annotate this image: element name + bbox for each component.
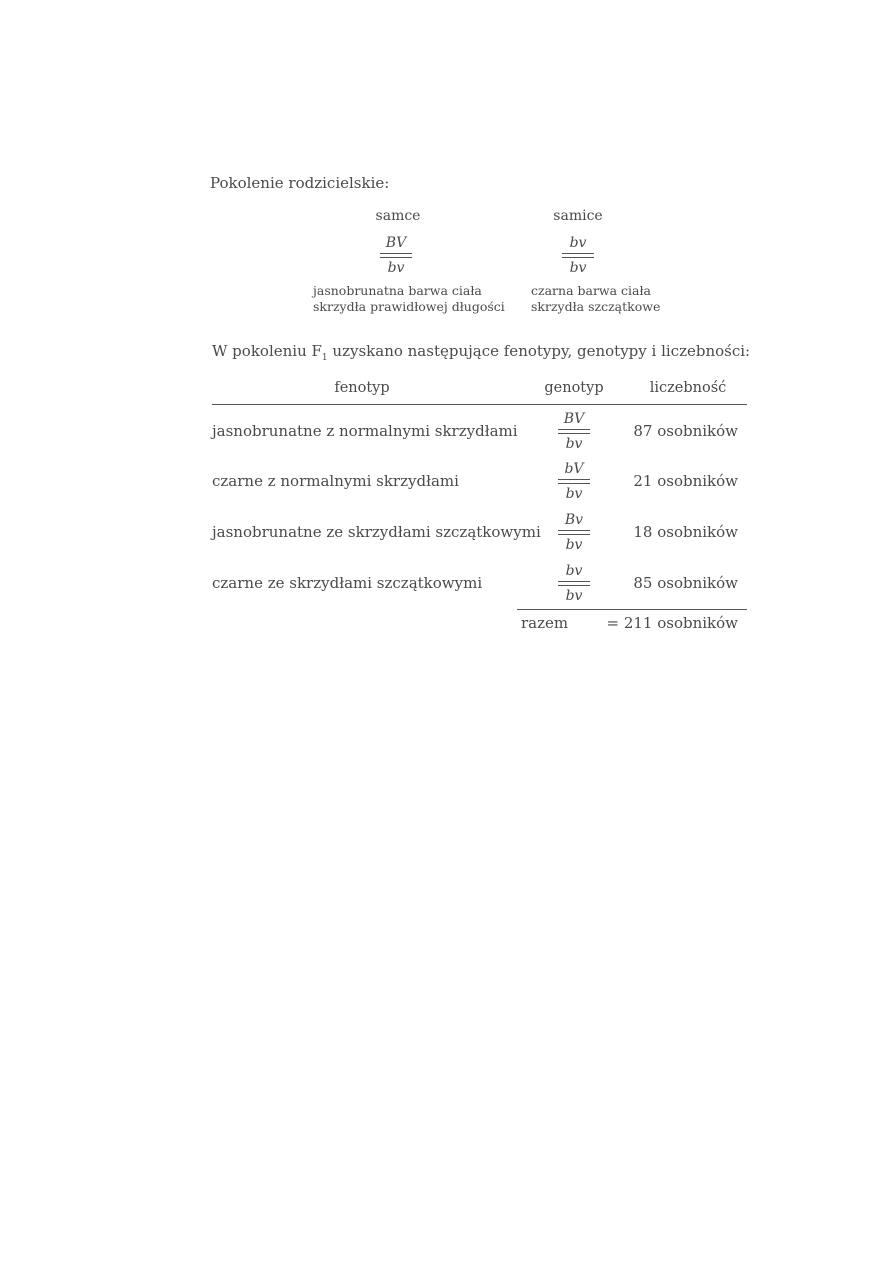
genotype-double-bar xyxy=(562,253,594,258)
row-4-count: 85 osobników xyxy=(633,574,738,592)
row-1-gen-bottom: bv xyxy=(565,436,583,452)
genotype-double-bar xyxy=(558,429,590,434)
f1-intro-before: W pokoleniu F xyxy=(212,342,322,360)
header-genotyp: genotyp xyxy=(544,380,604,396)
row-4-genotyp xyxy=(544,562,604,605)
row-1-fenotyp: jasnobrunatne z normalnymi skrzydłami xyxy=(212,422,518,440)
row-2-genotyp xyxy=(544,460,604,503)
females-genotype-bottom: bv xyxy=(569,260,587,276)
females-genotype-top: bv xyxy=(569,235,587,251)
total-rule xyxy=(517,609,747,610)
total-value: = 211 osobników xyxy=(606,614,738,632)
row-2-gen-bottom: bv xyxy=(565,486,583,502)
row-3-genotyp xyxy=(544,511,604,554)
row-1-gen-top: BV xyxy=(563,411,585,427)
row-3-gen-bottom: bv xyxy=(565,537,583,553)
genotype-double-bar xyxy=(558,479,590,484)
males-label: samce xyxy=(375,208,421,224)
row-3-gen-top: Bv xyxy=(564,512,584,528)
row-2-fenotyp: czarne z normalnymi skrzydłami xyxy=(212,472,459,490)
row-1-count: 87 osobników xyxy=(633,422,738,440)
header-liczebnosc: liczebność xyxy=(649,380,727,396)
row-3-count: 18 osobników xyxy=(633,523,738,541)
males-desc-line2: skrzydła prawidłowej długości xyxy=(313,299,505,314)
females-description xyxy=(531,283,660,315)
row-4-gen-top: bv xyxy=(565,563,583,579)
females-desc-line1: czarna barwa ciała xyxy=(531,283,652,298)
total-label: razem xyxy=(521,614,569,632)
males-genotype-top: BV xyxy=(385,235,407,251)
females-label: samice xyxy=(553,208,603,224)
males-desc-line1: jasnobrunatna barwa ciała xyxy=(313,283,482,298)
row-2-count: 21 osobników xyxy=(633,472,738,490)
row-2-gen-top: bV xyxy=(564,461,584,477)
males-genotype xyxy=(366,234,426,277)
row-4-gen-bottom: bv xyxy=(565,588,583,604)
parental-heading: Pokolenie rodzicielskie: xyxy=(210,174,390,192)
genotype-double-bar xyxy=(558,581,590,586)
genotype-double-bar xyxy=(380,253,412,258)
females-desc-line2: skrzydła szczątkowe xyxy=(531,299,661,314)
males-description xyxy=(313,283,505,315)
header-rule xyxy=(212,404,747,405)
genotype-double-bar xyxy=(558,530,590,535)
f1-intro xyxy=(212,342,750,363)
row-4-fenotyp: czarne ze skrzydłami szczątkowymi xyxy=(212,574,483,592)
f1-intro-after: uzyskano następujące fenotypy, genotypy i liczebności: xyxy=(327,342,751,360)
females-genotype xyxy=(548,234,608,277)
row-3-fenotyp: jasnobrunatne ze skrzydłami szczątkowymi xyxy=(212,523,541,541)
f1-intro-sub: 1 xyxy=(321,353,328,363)
males-genotype-bottom: bv xyxy=(387,260,405,276)
header-fenotyp: fenotyp xyxy=(334,380,390,396)
row-1-genotyp xyxy=(544,410,604,453)
